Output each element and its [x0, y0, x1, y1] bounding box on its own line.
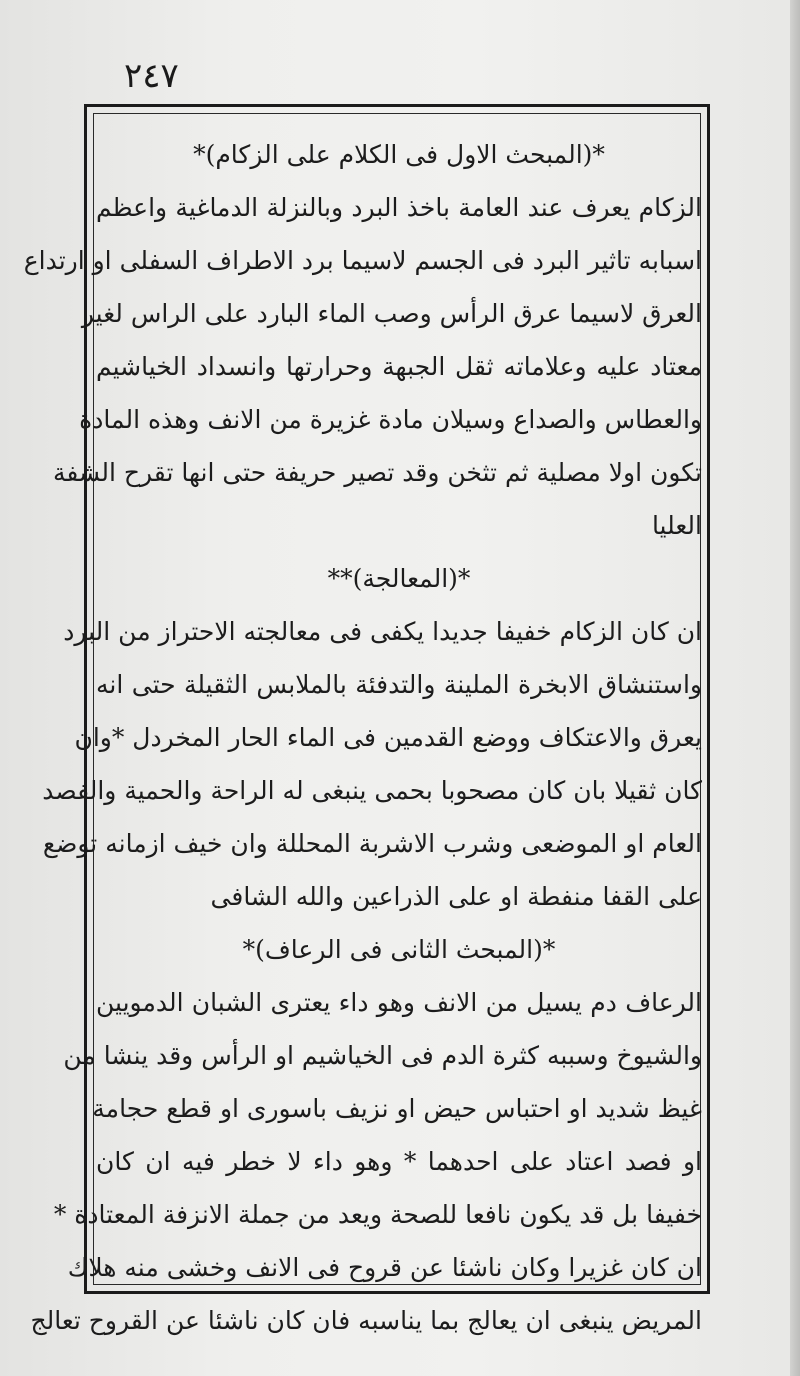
text-block	[23, 128, 702, 1347]
text-line: تكون اولا مصلية ثم تثخن وقد تصير حريفة حتى انها تقرح الشفة	[53, 458, 702, 487]
text-line: واستنشاق الابخرة الملينة والتدفئة بالملابس الثقيلة حتى انه	[96, 670, 702, 699]
page-edge	[790, 0, 800, 1376]
text-line: على القفا منفطة او على الذراعين والله الشافى	[210, 882, 702, 911]
text-line: ان كان الزكام خفيفا جديدا يكفى فى معالجته الاحتراز من البرد	[63, 617, 702, 646]
text-line: والعطاس والصداع وسيلان مادة غزيرة من الانف وهذه المادة	[79, 405, 702, 434]
text-line: العليا	[651, 511, 702, 540]
section-heading: *(المبحث الثانى فى الرعاف)*	[242, 935, 556, 964]
page-number: ٢٤٧	[124, 56, 179, 96]
section-heading: *(المعالجة)**	[327, 564, 471, 593]
text-line: معتاد عليه وعلاماته ثقل الجبهة وحرارتها وانسداد الخياشيم	[96, 352, 702, 381]
text-line: ان كان غزيرا وكان ناشئا عن قروح فى الانف وخشى منه هلاك	[67, 1253, 702, 1282]
text-line: العام او الموضعى وشرب الاشربة المحللة وان خيف ازمانه توضع	[42, 829, 702, 858]
text-line: المريض ينبغى ان يعالج بما يناسبه فان كان ناشئا عن القروح تعالج	[30, 1306, 702, 1335]
text-line: غيظ شديد او احتباس حيض او نزيف باسورى او قطع حجامة	[92, 1094, 702, 1123]
text-line: خفيفا بل قد يكون نافعا للصحة ويعد من جملة الانزفة المعتادة *	[53, 1200, 702, 1229]
text-line: والشيوخ وسببه كثرة الدم فى الخياشيم او الرأس وقد ينشا من	[63, 1041, 702, 1070]
text-line: الزكام يعرف عند العامة باخذ البرد وبالنزلة الدماغية واعظم	[96, 193, 702, 222]
text-line: او فصد اعتاد على احدهما * وهو داء لا خطر فيه ان كان	[96, 1147, 702, 1176]
text-line: العرق لاسيما عرق الرأس وصب الماء البارد على الراس لغير	[81, 299, 702, 328]
section-heading: *(المبحث الاول فى الكلام على الزكام)*	[193, 140, 605, 169]
text-line: اسبابه تاثير البرد فى الجسم لاسيما برد الاطراف السفلى او ارتداع	[23, 246, 702, 275]
text-line: يعرق والاعتكاف ووضع القدمين فى الماء الحار المخردل *وان	[74, 723, 702, 752]
text-line: كان ثقيلا بان كان مصحوبا بحمى ينبغى له الراحة والحمية والفصد	[42, 776, 702, 805]
text-line: الرعاف دم يسيل من الانف وهو داء يعترى الشبان الدمويين	[96, 988, 702, 1017]
